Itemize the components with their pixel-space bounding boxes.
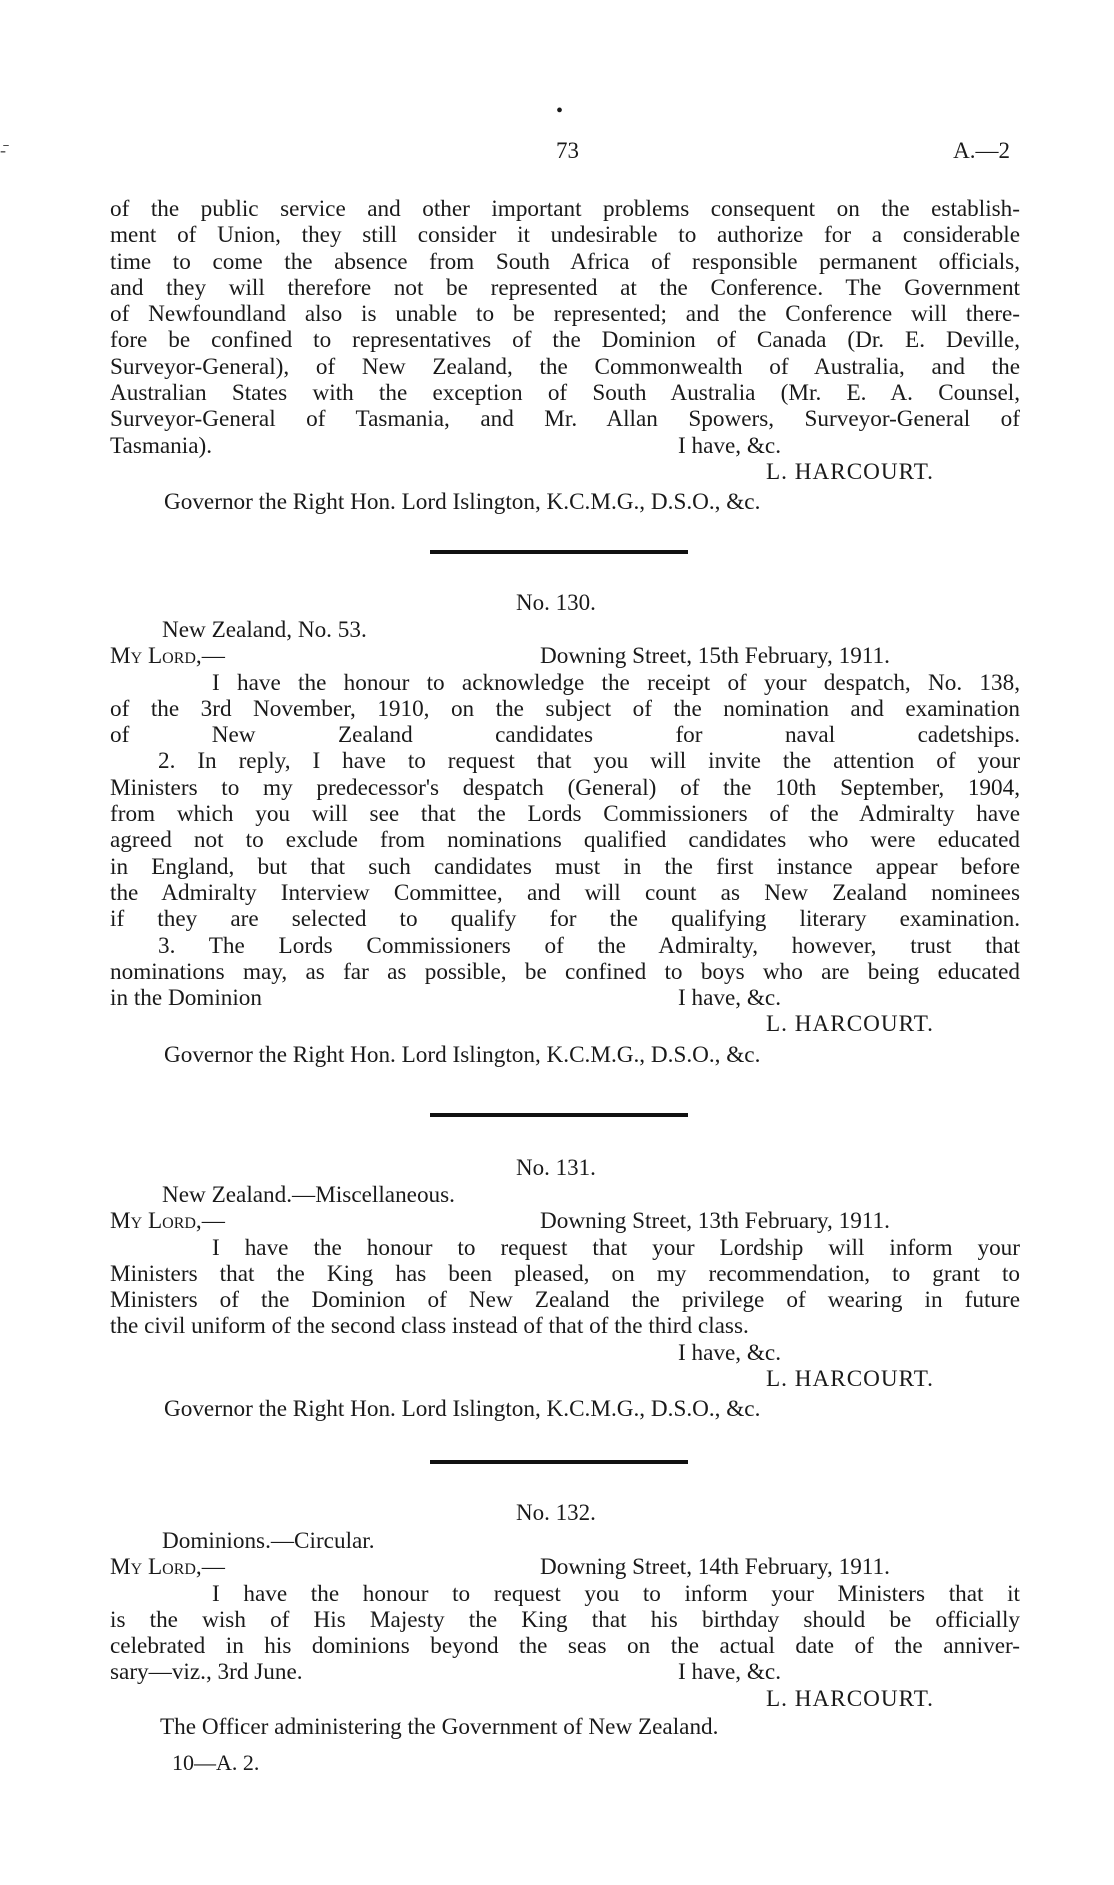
section-divider — [430, 550, 688, 554]
text-line: 2. In reply, I have to request that you will invite the attention of your — [158, 748, 1020, 775]
text-line: Surveyor-General), of New Zealand, the Commonwealth of Australia, and the — [110, 353, 1020, 380]
text-line: of New Zealand candidates for naval cadetships. — [110, 722, 1020, 749]
closing: I have, &c. — [678, 1339, 782, 1366]
text-line: celebrated in his dominions beyond the seas on the actual date of the anniver- — [110, 1633, 1020, 1660]
text-line: I have the honour to request you to inform your Ministers that it — [212, 1580, 1020, 1607]
paragraph-1 — [110, 1581, 1020, 1660]
section-divider — [430, 1113, 688, 1117]
salutation: My Lord,— — [110, 1554, 225, 1581]
despatch-number: No. 130. — [516, 590, 596, 615]
text-line: the Admiralty Interview Committee, and will count as New Zealand nominees — [110, 879, 1020, 906]
paragraph-1 — [110, 1235, 1020, 1314]
document-reference: A.—2 — [953, 138, 1010, 163]
text-line: agreed not to exclude from nominations qualified candidates who were educated — [110, 827, 1020, 854]
text-line: from which you will see that the Lords Commissioners of the Admiralty have — [110, 801, 1020, 828]
margin-mark: -̄ — [0, 140, 6, 160]
signature-mark: 10—A. 2. — [172, 1750, 260, 1775]
text-line: 3. The Lords Commissioners of the Admiralty, however, trust that — [158, 932, 1020, 959]
text-line: Ministers of the Dominion of New Zealand the privilege of wearing in future — [110, 1287, 1020, 1314]
text-line: Ministers to my predecessor's despatch (General) of the 10th September, 1904, — [110, 774, 1020, 801]
continued-paragraph — [110, 196, 1020, 433]
text-line: fore be confined to representatives of the Dominion of Canada (Dr. E. Deville, — [110, 327, 1020, 354]
salutation: My Lord,— — [110, 1208, 225, 1235]
despatch-130 — [110, 617, 1020, 1068]
text-line: nominations may, as far as possible, be confined to boys who are being educated — [110, 958, 1020, 985]
addressee: Governor the Right Hon. Lord Islington, K.C.M.G., D.S.O., &c. — [164, 489, 761, 516]
salutation: My Lord,— — [110, 643, 225, 670]
text-line: ment of Union, they still consider it undesirable to authorize for a considerable — [110, 222, 1020, 249]
destination: New Zealand.—Miscellaneous. — [162, 1182, 455, 1208]
text-line: of Newfoundland also is unable to be represented; and the Conference will there- — [110, 301, 1020, 328]
addressee: The Officer administering the Government of New Zealand. — [160, 1714, 719, 1741]
paragraph-1 — [110, 670, 1020, 749]
ink-dot: • — [556, 100, 564, 122]
text-line: and they will therefore not be represented at the Conference. The Government — [110, 274, 1020, 301]
place-date: Downing Street, 13th February, 1911. — [540, 1208, 890, 1235]
text-line: in England, but that such candidates must in the first instance appear before — [110, 853, 1020, 880]
signature: L. HARCOURT. — [766, 1366, 934, 1393]
text-line: I have the honour to acknowledge the receipt of your despatch, No. 138, — [212, 669, 1020, 696]
text-line: Tasmania). — [110, 432, 213, 459]
page-header — [110, 138, 1010, 178]
paragraph-2 — [110, 748, 1020, 932]
text-line: Ministers that the King has been pleased, on my recommendation, to grant to — [110, 1260, 1020, 1287]
text-line: sary—viz., 3rd June. — [110, 1659, 303, 1686]
signature: L. HARCOURT. — [766, 1011, 934, 1038]
signature: L. HARCOURT. — [766, 458, 934, 485]
text-line: Australian States with the exception of South Australia (Mr. E. A. Counsel, — [110, 380, 1020, 407]
despatch-number: No. 132. — [516, 1500, 596, 1525]
closing: I have, &c. — [678, 432, 782, 459]
page-number: 73 — [556, 138, 579, 163]
text-line: if they are selected to qualify for the qualifying literary examination. — [110, 906, 1020, 933]
destination: Dominions.—Circular. — [162, 1528, 375, 1554]
text-line: I have the honour to request that your Lordship will inform your — [212, 1234, 1020, 1261]
section-continuation — [110, 196, 1020, 516]
text-line: time to come the absence from South Africa of responsible permanent officials, — [110, 248, 1020, 275]
text-line: the civil uniform of the second class instead of that of the third class. — [110, 1313, 749, 1340]
place-date: Downing Street, 14th February, 1911. — [540, 1554, 890, 1581]
closing: I have, &c. — [678, 1659, 782, 1686]
text-line: Surveyor-General of Tasmania, and Mr. Allan Spowers, Surveyor-General of — [110, 406, 1020, 433]
despatch-number: No. 131. — [516, 1155, 596, 1180]
section-divider — [430, 1460, 688, 1464]
addressee: Governor the Right Hon. Lord Islington, K.C.M.G., D.S.O., &c. — [164, 1396, 761, 1423]
destination: New Zealand, No. 53. — [162, 617, 367, 643]
closing: I have, &c. — [678, 985, 782, 1012]
text-line: of the public service and other important problems consequent on the establish- — [110, 196, 1020, 222]
paragraph-3 — [110, 933, 1020, 986]
text-line: in the Dominion — [110, 985, 262, 1012]
text-line: is the wish of His Majesty the King that his birthday should be officially — [110, 1606, 1020, 1633]
place-date: Downing Street, 15th February, 1911. — [540, 643, 890, 670]
signature: L. HARCOURT. — [766, 1685, 934, 1712]
despatch-131 — [110, 1182, 1020, 1423]
despatch-132 — [110, 1528, 1020, 1740]
addressee: Governor the Right Hon. Lord Islington, K.C.M.G., D.S.O., &c. — [164, 1041, 761, 1068]
text-line: of the 3rd November, 1910, on the subject of the nomination and examination — [110, 695, 1020, 722]
